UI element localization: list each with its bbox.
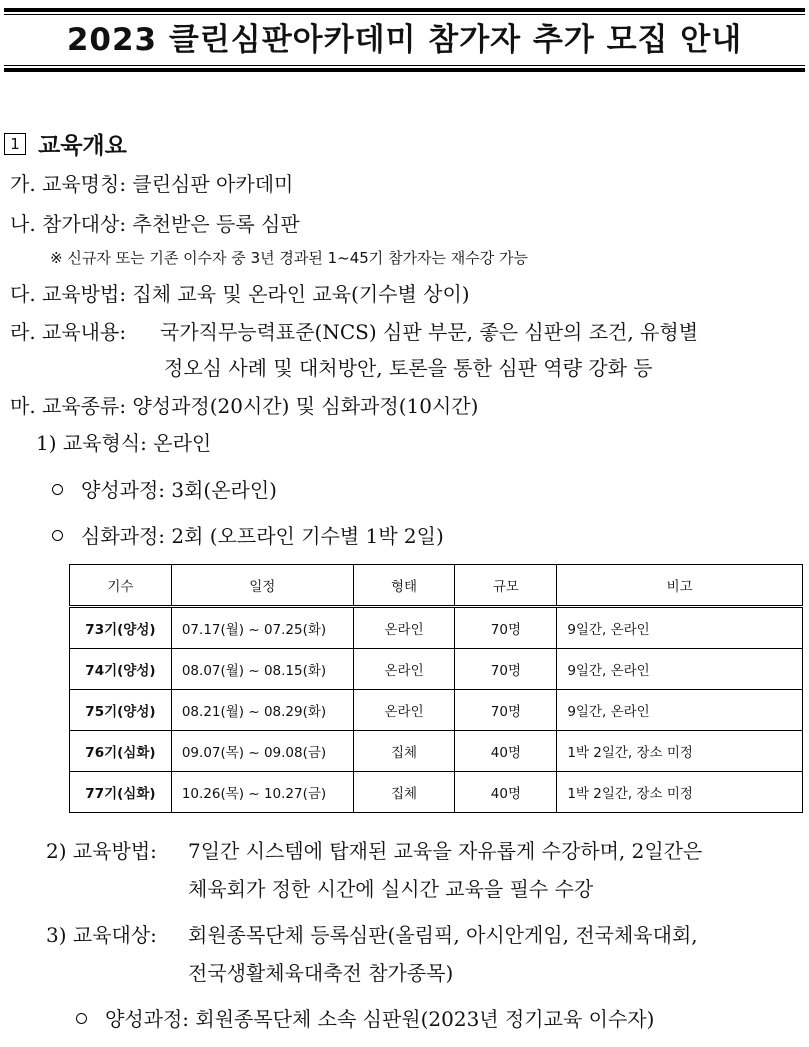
item-name: 가. 교육명칭: 클린심판 아카데미 <box>10 172 294 196</box>
sub3-line2: 전국생활체육대축전 참가종목) <box>188 961 454 985</box>
section-heading <box>4 127 127 160</box>
table-cell: 74기(양성) <box>70 649 172 690</box>
title-rule-bottom <box>4 65 805 72</box>
item-target-note: ※ 신규자 또는 기존 이수자 중 3년 경과된 1~45기 참가자는 재수강 가능 <box>50 249 529 267</box>
section-number: 1 <box>4 133 26 155</box>
sub1-heading: 1) 교육형식: 온라인 <box>36 431 212 455</box>
table-header-cell: 형태 <box>353 565 455 607</box>
table-cell: 9일간, 온라인 <box>557 649 803 690</box>
page-title: 2023 클린심판아카데미 참가자 추가 모집 안내 <box>66 22 743 58</box>
item-method: 다. 교육방법: 집체 교육 및 온라인 교육(기수별 상이) <box>10 282 470 306</box>
sub2-label: 2) 교육방법: <box>46 839 157 863</box>
table-cell: 07.17(월) ~ 07.25(화) <box>171 607 353 649</box>
item-target: 나. 참가대상: 추천받은 등록 심판 <box>10 212 300 236</box>
sub1-bullet-advanced-text: 심화과정: 2회 (오프라인 기수별 1박 2일) <box>81 524 444 548</box>
table-header-cell: 규모 <box>455 565 557 607</box>
circle-bullet-icon <box>52 530 63 541</box>
table-cell: 70명 <box>455 649 557 690</box>
table-cell: 09.07(목) ~ 09.08(금) <box>171 731 353 772</box>
item-content-line2: 정오심 사례 및 대처방안, 토론을 통한 심판 역량 강화 등 <box>164 356 653 380</box>
table-cell: 9일간, 온라인 <box>557 690 803 731</box>
sub1-bullet-basic-text: 양성과정: 3회(온라인) <box>81 478 277 502</box>
schedule-table <box>69 564 803 813</box>
table-row <box>70 649 803 690</box>
title-block <box>4 8 805 72</box>
table-header-cell: 기수 <box>70 565 172 607</box>
table-cell: 집체 <box>353 731 455 772</box>
table-header-cell: 일정 <box>171 565 353 607</box>
item-content-label: 라. 교육내용: <box>10 320 127 344</box>
table-cell: 08.21(월) ~ 08.29(화) <box>171 690 353 731</box>
table-row <box>70 731 803 772</box>
title-rule-top <box>4 8 805 15</box>
sub1-bullet-advanced <box>52 520 444 549</box>
table-cell: 40명 <box>455 731 557 772</box>
table-cell: 76기(심화) <box>70 731 172 772</box>
table-cell: 1박 2일간, 장소 미정 <box>557 731 803 772</box>
table-cell: 08.07(월) ~ 08.15(화) <box>171 649 353 690</box>
table-header-cell: 비고 <box>557 565 803 607</box>
section-label: 교육개요 <box>38 133 127 159</box>
table-cell: 10.26(목) ~ 10.27(금) <box>171 772 353 813</box>
table-header-row <box>70 565 803 607</box>
table-cell: 73기(양성) <box>70 607 172 649</box>
table-row <box>70 607 803 649</box>
table-cell: 온라인 <box>353 690 455 731</box>
table-row <box>70 772 803 813</box>
table-cell: 집체 <box>353 772 455 813</box>
circle-bullet-icon <box>76 1013 87 1024</box>
sub3-line1: 회원종목단체 등록심판(올림픽, 아시안게임, 전국체육대회, <box>188 923 698 947</box>
table-cell: 70명 <box>455 690 557 731</box>
table-cell: 75기(양성) <box>70 690 172 731</box>
table-cell: 9일간, 온라인 <box>557 607 803 649</box>
sub2 <box>46 835 702 864</box>
table-cell: 1박 2일간, 장소 미정 <box>557 772 803 813</box>
table-cell: 온라인 <box>353 649 455 690</box>
item-content <box>10 316 698 345</box>
sub3-label: 3) 교육대상: <box>46 923 157 947</box>
circle-bullet-icon <box>52 484 63 495</box>
item-type: 마. 교육종류: 양성과정(20시간) 및 심화과정(10시간) <box>10 394 479 418</box>
sub2-line1: 7일간 시스템에 탑재된 교육을 자유롭게 수강하며, 2일간은 <box>188 839 703 863</box>
table-row <box>70 690 803 731</box>
sub3 <box>46 919 698 948</box>
table-cell: 온라인 <box>353 607 455 649</box>
sub2-line2: 체육회가 정한 시간에 실시간 교육을 필수 수강 <box>188 877 594 901</box>
table-cell: 40명 <box>455 772 557 813</box>
table-cell: 77기(심화) <box>70 772 172 813</box>
table-cell: 70명 <box>455 607 557 649</box>
sub1-bullet-basic <box>52 474 277 503</box>
item-content-line1: 국가직무능력표준(NCS) 심판 부문, 좋은 심판의 조건, 유형별 <box>160 320 699 344</box>
sub3-bullet-basic <box>76 1003 654 1032</box>
sub3-bullet-basic-text: 양성과정: 회원종목단체 소속 심판원(2023년 정기교육 이수자) <box>105 1007 655 1031</box>
